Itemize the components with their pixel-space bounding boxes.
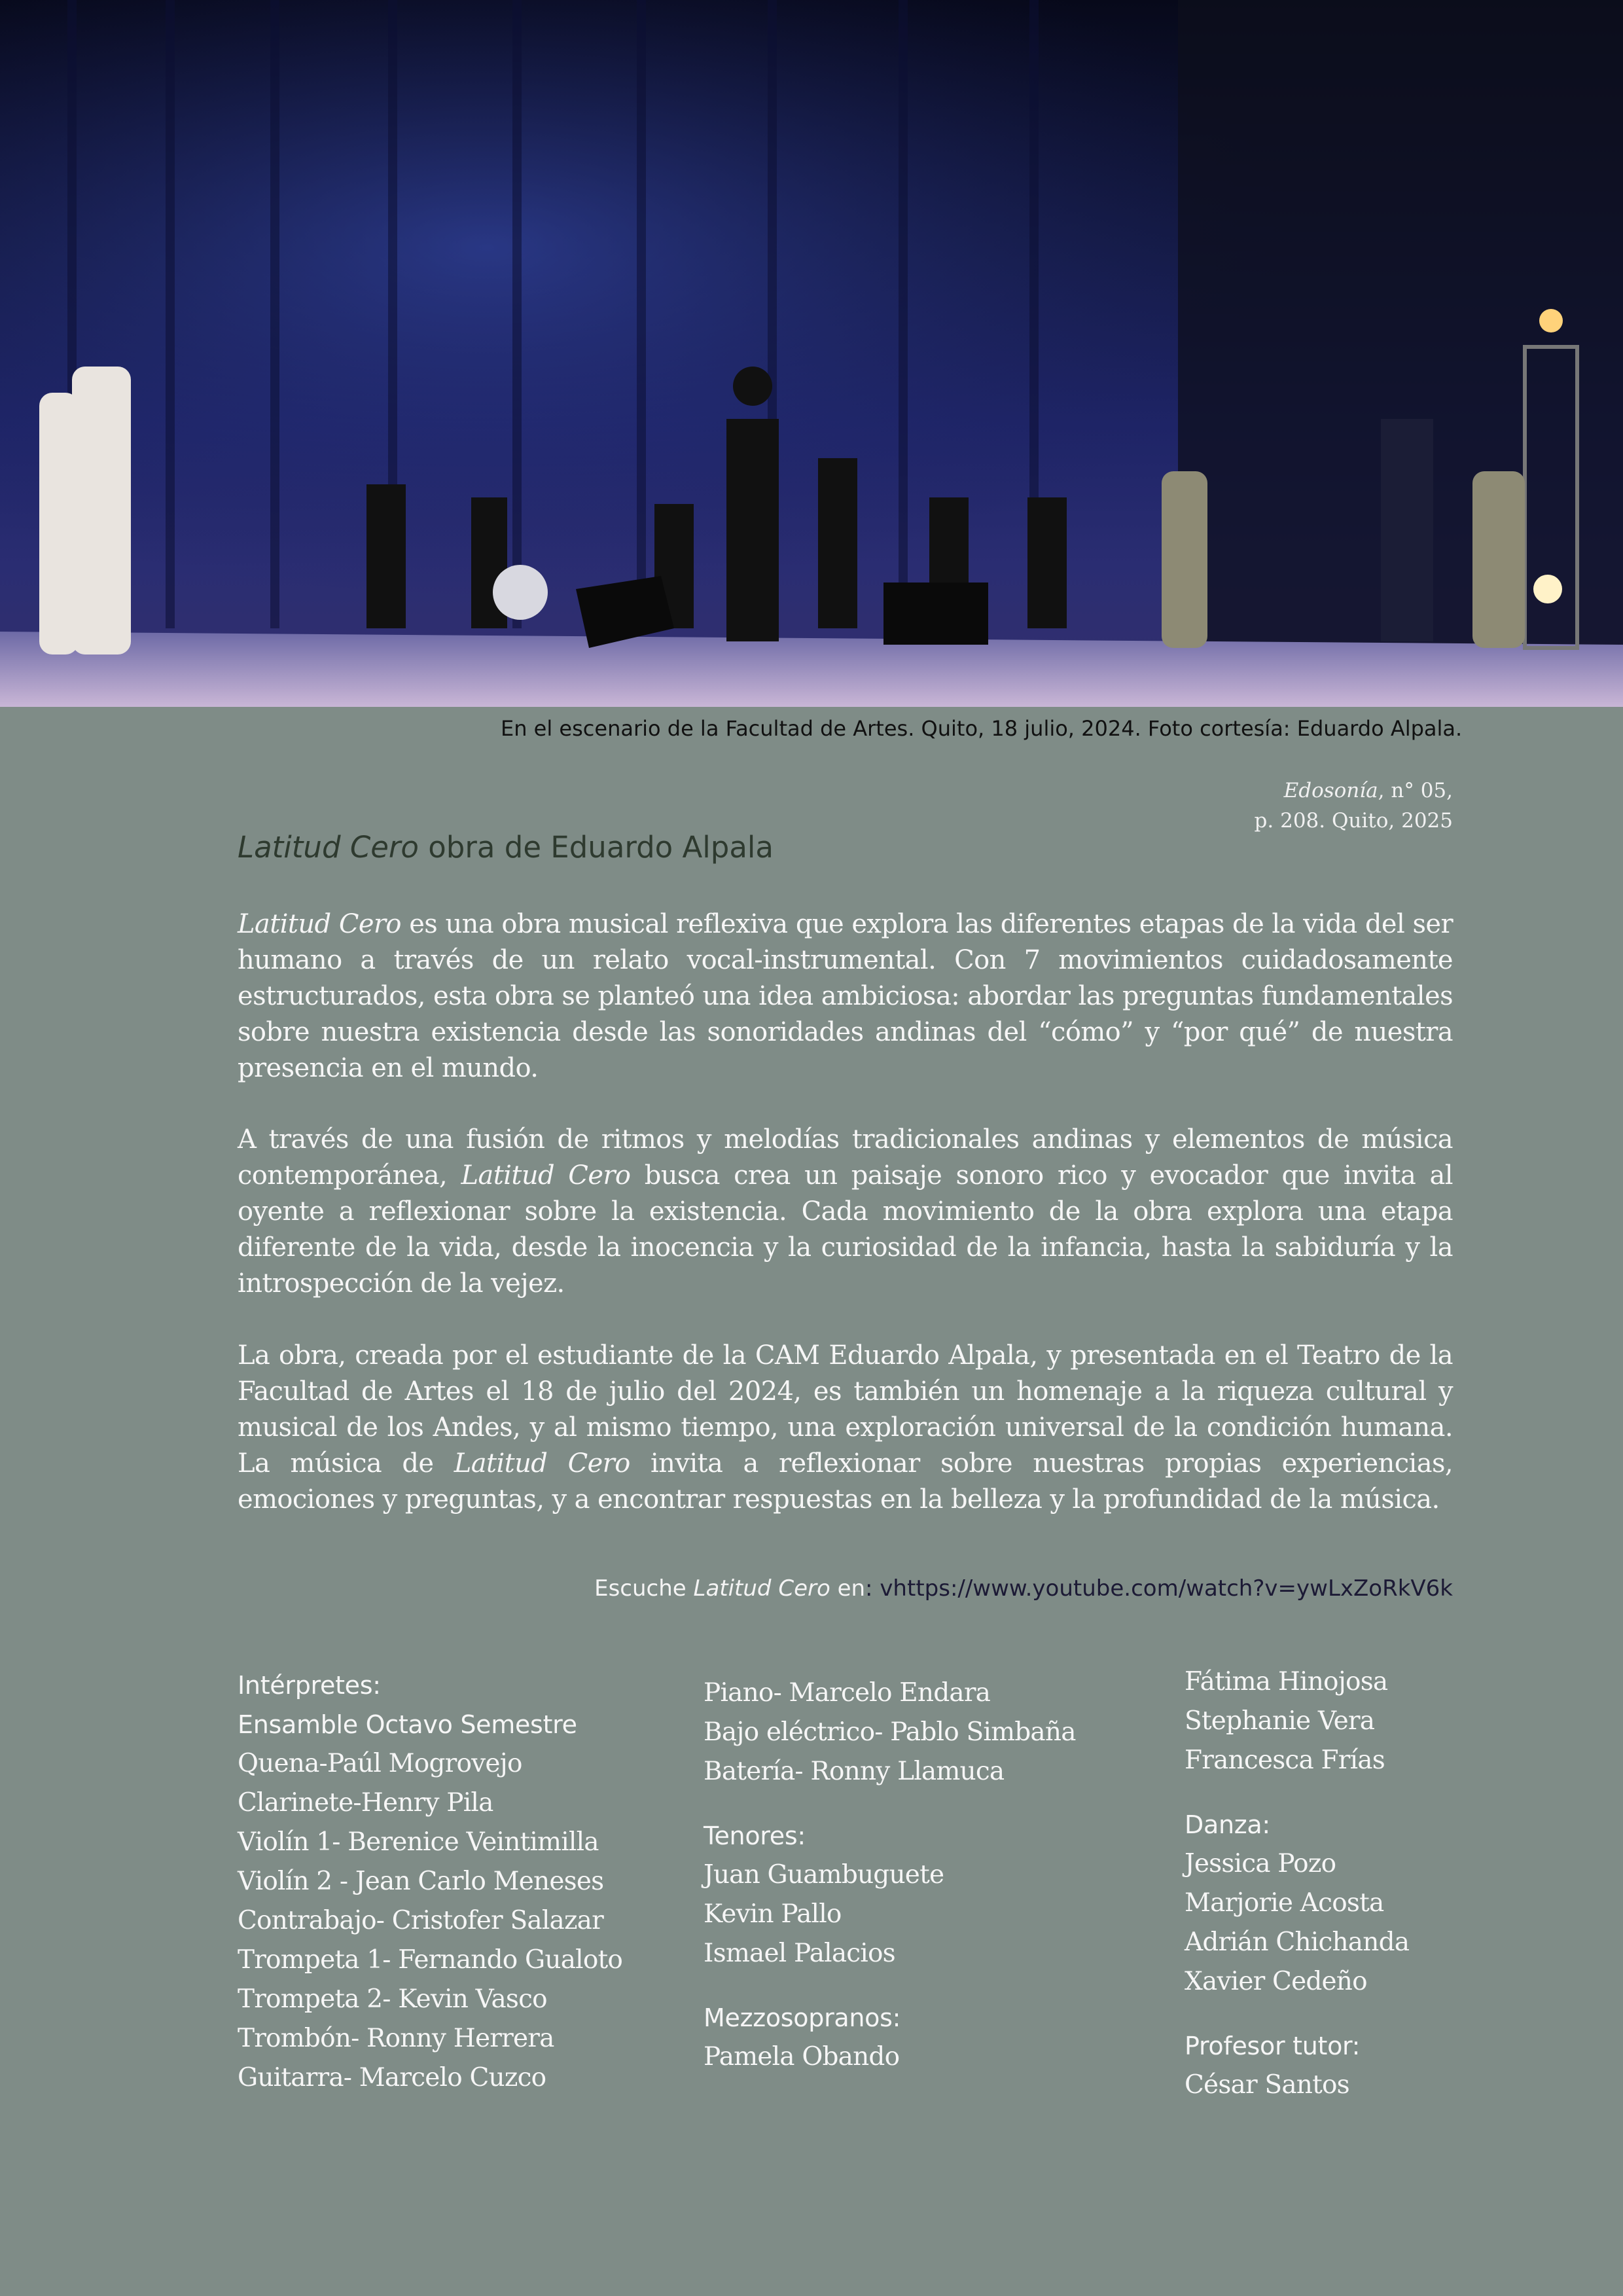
photo-caption: En el escenario de la Facultad de Artes. Quito, 18 julio, 2024. Foto cortesía: Eduardo Alpala. xyxy=(501,716,1463,741)
stage-photo xyxy=(0,0,1623,707)
journal-pages: p. 208. Quito, 2025 xyxy=(1254,809,1453,833)
credit-item: César Santos xyxy=(1185,2070,1349,2100)
mezzosopranos-label: Mezzosopranos: xyxy=(704,2003,901,2032)
article-title xyxy=(238,830,774,865)
work-name: Latitud Cero xyxy=(238,909,401,939)
credit-item: Fátima Hinojosa xyxy=(1185,1667,1388,1696)
paragraph-text: invita a reflexionar sobre nuestras propias experiencias, emociones y preguntas, y a encontrar respuestas en la belleza y la profundidad de la música. xyxy=(238,1448,1454,1515)
danza-label: Danza: xyxy=(1185,1810,1270,1839)
credit-item: Trompeta 2- Kevin Vasco xyxy=(238,1984,547,2014)
credits-column-2 xyxy=(704,1674,1076,2077)
work-name: Latitud Cero xyxy=(693,1575,830,1602)
credit-item: Juan Guambuguete xyxy=(704,1860,944,1890)
work-name: Latitud Cero xyxy=(454,1448,630,1479)
stage-illustration xyxy=(0,0,1623,707)
credit-item: Piano- Marcelo Endara xyxy=(704,1678,991,1708)
credit-item: Violín 1- Berenice Veintimilla xyxy=(238,1827,599,1857)
journal-name: Edosonía xyxy=(1283,779,1378,802)
credit-item: Pamela Obando xyxy=(704,2042,900,2072)
work-name: Latitud Cero xyxy=(461,1160,631,1191)
youtube-link[interactable]: vhttps://www.youtube.com/watch?v=ywLxZoRkV6k xyxy=(880,1575,1453,1602)
credit-item: Adrián Chichanda xyxy=(1185,1928,1410,1957)
ensemble-name: Ensamble Octavo Semestre xyxy=(238,1710,577,1739)
title-rest: obra de Eduardo Alpala xyxy=(418,830,774,865)
credit-item: Trombón- Ronny Herrera xyxy=(238,2024,554,2053)
listen-prefix: Escuche xyxy=(594,1575,694,1602)
credit-item: Marjorie Acosta xyxy=(1185,1888,1384,1918)
citation xyxy=(1255,776,1453,836)
listen-en: en xyxy=(830,1575,866,1602)
credit-item: Jessica Pozo xyxy=(1185,1849,1336,1878)
credit-item: Stephanie Vera xyxy=(1185,1706,1375,1736)
credit-item: Violín 2 - Jean Carlo Meneses xyxy=(238,1867,604,1896)
credit-item: Kevin Pallo xyxy=(704,1899,842,1929)
paragraph-text: A través de una fusión de ritmos y melodías tradicionales andinas y elementos de música contemporánea, xyxy=(238,1124,1453,1191)
credit-item: Guitarra- Marcelo Cuzco xyxy=(238,2063,546,2092)
journal-issue: , n° 05, xyxy=(1378,779,1453,802)
credit-item: Clarinete-Henry Pila xyxy=(238,1788,493,1818)
paragraph-3 xyxy=(238,1338,1453,1518)
credit-item: Quena-Paúl Mogrovejo xyxy=(238,1749,522,1778)
credits-column-3 xyxy=(1185,1662,1409,2105)
paragraph-text: es una obra musical reflexiva que explora las diferentes etapas de la vida del ser humano a través de un relato vocal-instrumental. Con 7 movimientos cuidadosamente estructurados, esta obra se planteó una idea ambiciosa: abordar las preguntas fundamentales sobre nuestra existencia desde las sonoridades andinas del “cómo” y “por qué” de nuestra presencia en el mundo. xyxy=(238,909,1453,1083)
credit-item: Contrabajo- Cristofer Salazar xyxy=(238,1906,603,1935)
paragraph-text: La obra, creada por el estudiante de la CAM Eduardo Alpala, y presentada en el Teatro de la Facultad de Artes el 18 de julio del 2024, es también un homenaje a la riqueza cultural y musical de los Andes, y al mismo tiempo, una exploración universal de la condición humana. La música de xyxy=(238,1340,1453,1479)
title-work: Latitud Cero xyxy=(238,830,419,865)
tenores-label: Tenores: xyxy=(704,1821,806,1850)
credit-item: Trompeta 1- Fernando Gualoto xyxy=(238,1945,623,1975)
credit-item: Bajo eléctrico- Pablo Simbaña xyxy=(704,1717,1076,1747)
interpretes-label: Intérpretes: xyxy=(238,1671,381,1700)
credits-column-1 xyxy=(238,1666,622,2098)
paragraph-1 xyxy=(238,906,1453,1086)
listen-line xyxy=(594,1575,1453,1602)
paragraph-2 xyxy=(238,1122,1453,1302)
paragraph-text: busca crea un paisaje sonoro rico y evocador que invita al oyente a reflexionar sobre la existencia. Cada movimiento de la obra explora una etapa diferente de la vida, desde la inocencia y la curiosidad de la infancia, hasta la sabiduría y la introspección de la vejez. xyxy=(238,1160,1454,1299)
credit-item: Francesca Frías xyxy=(1185,1746,1385,1775)
credit-item: Xavier Cedeño xyxy=(1185,1967,1367,1996)
tutor-label: Profesor tutor: xyxy=(1185,2032,1361,2060)
listen-colon: : xyxy=(865,1575,880,1602)
credit-item: Ismael Palacios xyxy=(704,1939,895,1968)
credit-item: Batería- Ronny Llamuca xyxy=(704,1757,1005,1786)
